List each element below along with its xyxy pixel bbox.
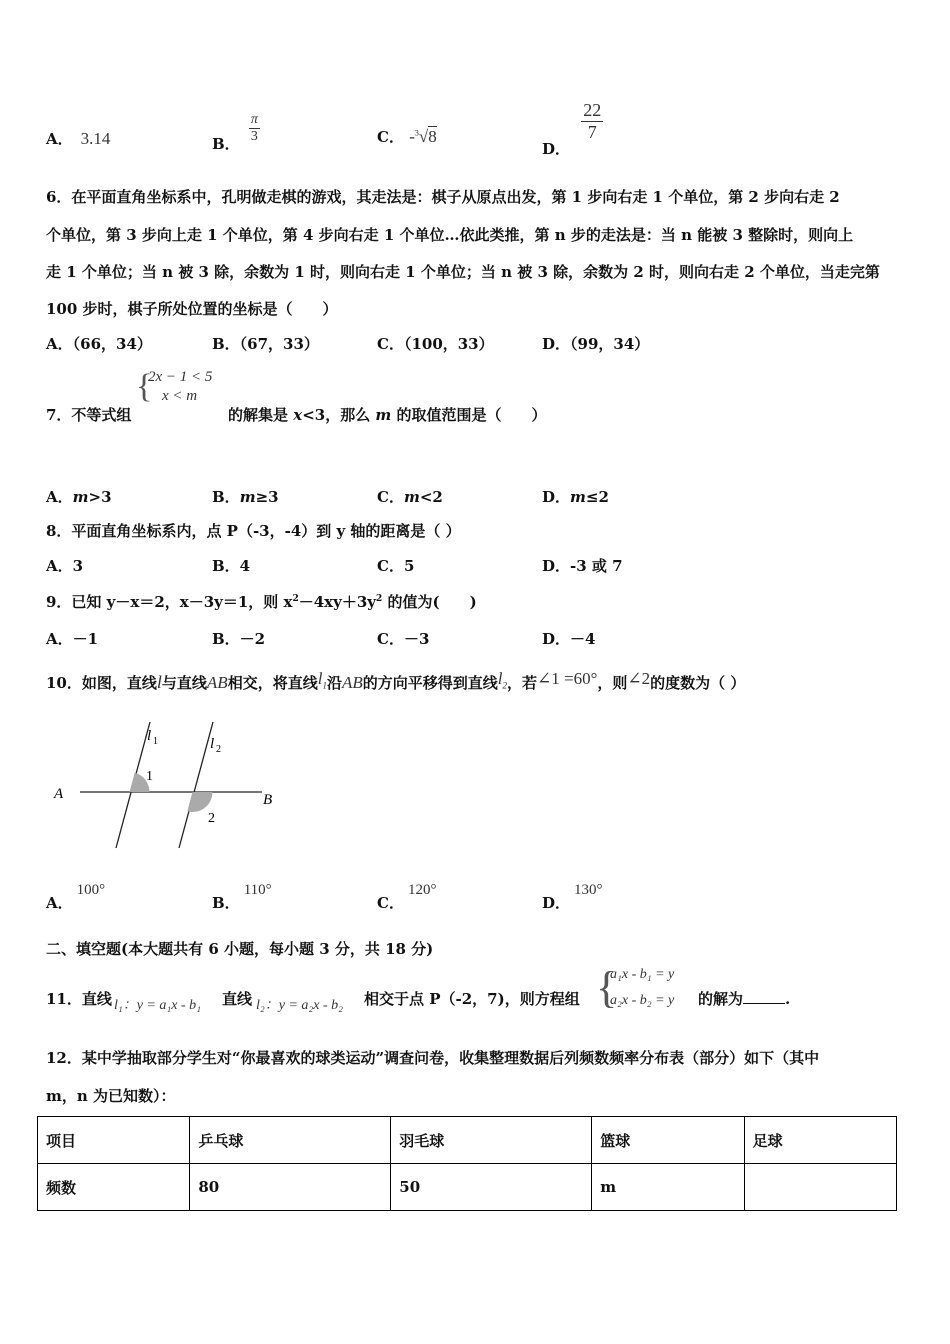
label-b: B bbox=[263, 792, 273, 808]
q7-prefix: 7．不等式组 bbox=[46, 406, 132, 424]
label-l2: l bbox=[210, 736, 215, 752]
q7-option-d: D．m≤2 bbox=[542, 488, 609, 506]
table-header-cell: 篮球 bbox=[592, 1117, 744, 1164]
label-a: A bbox=[54, 786, 64, 802]
q6-line-4: 100 步时，棋子所处位置的坐标是（ ） bbox=[46, 300, 338, 318]
table-cell: 80 bbox=[190, 1164, 391, 1211]
q7-option-a: A．m>3 bbox=[46, 488, 112, 506]
q9-option-d: D．－4 bbox=[542, 630, 596, 648]
table-cell bbox=[744, 1164, 896, 1211]
q11-mid: 直线 bbox=[222, 990, 253, 1008]
line-l2 bbox=[179, 722, 213, 848]
q11-suffix: 的解为 . bbox=[698, 990, 791, 1008]
q12-line-1: 12．某中学抽取部分学生对“你最喜欢的球类运动”调查问卷，收集整理数据后列频数频率分布表（部分）如下（其中 bbox=[46, 1049, 820, 1067]
q10-option-d: D．130° bbox=[542, 882, 603, 912]
q8-option-c: C．5 bbox=[377, 557, 415, 575]
angle-2-arc bbox=[187, 792, 212, 812]
table-cell: m bbox=[592, 1164, 744, 1211]
inequality-system: { 2x − 1 < 5 x < m bbox=[136, 368, 213, 405]
q6-option-a: A．（66，34） bbox=[46, 335, 152, 353]
table-header-cell: 羽毛球 bbox=[391, 1117, 592, 1164]
table-cell: 频数 bbox=[38, 1164, 190, 1211]
fraction: $\frac{22}{7}$ bbox=[583, 100, 602, 142]
label-angle-2: 2 bbox=[208, 811, 215, 826]
q10-option-c: C．120° bbox=[377, 882, 437, 912]
q10-option-b: B．110° bbox=[212, 882, 272, 912]
q9-option-a: A．－1 bbox=[46, 630, 99, 648]
q6-line-1: 6．在平面直角坐标系中，孔明做走棋的游戏，其走法是：棋子从原点出发，第 1 步向右走 1 个单位，第 2 步向右走 2 bbox=[46, 188, 840, 206]
table-header-cell: 项目 bbox=[38, 1117, 190, 1164]
q8-option-a: A．3 bbox=[46, 557, 84, 575]
q8-option-d: D．-3 或 7 bbox=[542, 557, 623, 575]
q9-option-c: C．－3 bbox=[377, 630, 430, 648]
q6-option-c: C．（100，33） bbox=[377, 335, 494, 353]
frequency-table bbox=[37, 1116, 897, 1211]
q7-option-b: B．m≥3 bbox=[212, 488, 279, 506]
q5-option-c: C． -$^3$√8 bbox=[377, 127, 437, 146]
q6-line-2: 个单位，第 3 步向上走 1 个单位，第 4 步向右走 1 个单位…依此类推，第 n 步的走法是：当 n 能被 3 整除时，则向上 bbox=[46, 226, 854, 244]
table-header-cell: 乒乓球 bbox=[190, 1117, 391, 1164]
parallel-lines-figure bbox=[50, 716, 290, 856]
q9-text: 9．已知 y－x＝2，x－3y＝1，则 $x^2-4xy+3y^2$ 的值为( ) bbox=[46, 593, 477, 611]
fraction: $\frac{\pi}{3}$ bbox=[250, 112, 258, 144]
cube-root: -$^3$√8 bbox=[409, 127, 437, 146]
table-cell: 50 bbox=[391, 1164, 592, 1211]
table-row bbox=[38, 1164, 897, 1211]
q10-option-a: A．100° bbox=[46, 882, 106, 912]
q6-option-b: B．（67，33） bbox=[212, 335, 319, 353]
q11-line-2-equation: l₂：y = a₂x - b₂ bbox=[256, 998, 344, 1013]
q11-prefix: 11．直线 bbox=[46, 990, 112, 1008]
q12-line-2: m，n 为已知数）： bbox=[46, 1087, 176, 1105]
section-heading: 二、填空题(本大题共有 6 小题，每小题 3 分，共 18 分) bbox=[46, 940, 434, 958]
q6-option-d: D．（99，34） bbox=[542, 335, 650, 353]
q7-suffix: 的解集是 x<3，那么 m 的取值范围是（ ） bbox=[228, 406, 547, 424]
q11-line-1-equation: l₁：y = a₁x - b₁ bbox=[114, 998, 202, 1013]
q7-option-c: C．m<2 bbox=[377, 488, 443, 506]
q8-option-b: B．4 bbox=[212, 557, 251, 575]
q11-text: 相交于点 P（-2，7)，则方程组 bbox=[364, 990, 580, 1008]
label-l2-sub: 2 bbox=[216, 744, 221, 755]
q9-option-b: B．－2 bbox=[212, 630, 266, 648]
label-l1: l bbox=[147, 728, 152, 744]
q11-equation-system: { a₁x - b₁ = y a₂x - b₂ = y bbox=[596, 963, 675, 1012]
brace: { bbox=[136, 368, 153, 405]
q5-option-d: D． $\frac{22}{7}$ bbox=[542, 100, 602, 158]
brace: { bbox=[596, 963, 618, 1012]
q5-option-b: B． $\frac{\pi}{3}$ bbox=[212, 112, 258, 153]
q8-text: 8．平面直角坐标系内，点 P（-3，-4）到 y 轴的距离是（ ） bbox=[46, 522, 461, 540]
label-angle-1: 1 bbox=[146, 769, 153, 784]
q5-option-a: A． 3.14 bbox=[46, 129, 111, 148]
table-row bbox=[38, 1117, 897, 1164]
q10-text: 10．如图，直线l与直线AB相交，将直线$l_1$沿AB的方向平移得到直线$l_2$，若∠1 =60°，则∠2的度数为（ ） bbox=[46, 669, 746, 692]
answer-blank[interactable] bbox=[743, 989, 785, 1004]
table-header-cell: 足球 bbox=[744, 1117, 896, 1164]
label-l1-sub: 1 bbox=[153, 736, 158, 747]
q6-line-3: 走 1 个单位；当 n 被 3 除，余数为 1 时，则向右走 1 个单位；当 n 被 3 除，余数为 2 时，则向右走 2 个单位，当走完第 bbox=[46, 263, 880, 281]
